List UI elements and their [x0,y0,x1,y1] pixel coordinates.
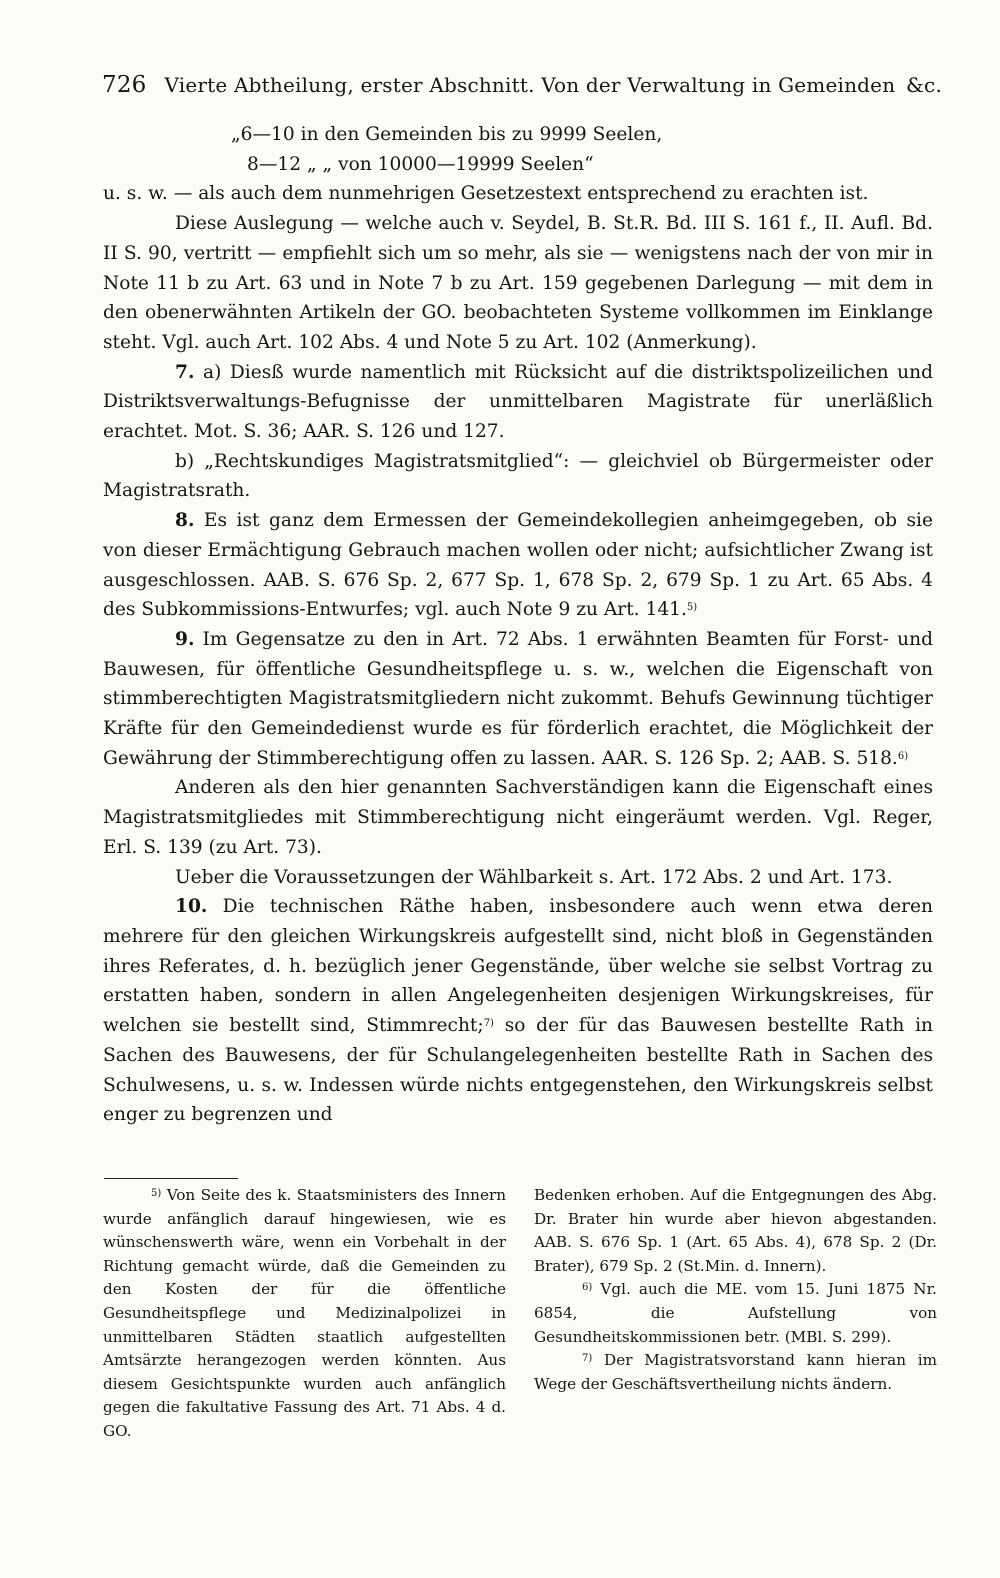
quote-line: 8—12 „ „ von 10000—19999 Seelen“ [247,153,594,175]
running-title: Vierte Abtheilung, erster Abschnitt. Von der Verwaltung in Gemeinden &c. [164,73,943,97]
note-9-paragraph [103,625,933,774]
paragraph: Anderen als den hier genannten Sachverständigen kann die Eigenschaft eines Magistratsmitgliedes mit Stimmberechtigung nicht eingeräumt werden. Vgl. Reger, Erl. S. 139 (zu Art. 73). [103,777,933,858]
paragraph-text: Im Gegensatze zu den in Art. 72 Abs. 1 erwähnten Beamten für Forst- und Bauwesen, für öffentliche Gesundheitspflege u. s. w., welchen die Eigenschaft von stimmberechtigten Magistratsmitgliedern nicht zukommt. Behufs Gewinnung tüchtiger Kräfte für den Gemeindedienst wurde es für förderlich erachtet, die Möglichkeit der Gewährung der Stimmberechtigung offen zu lassen. AAR. S. 126 Sp. 2; AAB. S. 518. [103,628,933,769]
footnote-mark: 5) [151,1188,162,1199]
footnote-7 [534,1349,937,1396]
main-text [103,120,933,1130]
note-7-paragraph [103,358,933,447]
page-number: 726 [102,72,147,98]
footnote-text: Vgl. auch die ME. vom 15. Juni 1875 Nr. 6854, die Aufstellung von Gesundheitskommissionen betr. (MBl. S. 299). [534,1280,938,1346]
note-number: 10. [175,896,208,918]
footnote-5 [103,1184,506,1444]
footnote-text: Von Seite des k. Staatsministers des Innern wurde anfänglich darauf hingewiesen, wie es wünschenswerth wäre, wenn ein Vorbehalt in der Richtung gemacht würde, daß die Gemeinden zu den Kosten der für die öffentliche Gesundheitspflege und Medizinalpolizei in unmittelbaren Städten staatlich aufgestellten Amtsärzte herangezogen werden könnten. Aus diesem Gesichtspunkte wurden auch anfänglich gegen die fakultative Fassung des Art. 71 Abs. 4 d. GO. [103,1186,506,1440]
paragraph: Ueber die Voraussetzungen der Wählbarkeit s. Art. 172 Abs. 2 und Art. 173. [175,866,893,888]
footnotes [103,1184,937,1444]
paragraph: b) „Rechtskundiges Magistratsmitglied“: — gleichviel ob Bürgermeister oder Magistratsrath. [103,450,933,502]
page-header [102,72,943,98]
footnote-text: Der Magistratsvorstand kann hieran im Wege der Geschäftsvertheilung nichts ändern. [534,1351,938,1393]
footnote-6 [534,1278,937,1349]
note-number: 7. [175,361,195,383]
footnote-mark: 7) [582,1353,593,1365]
footnote-column-right [534,1184,937,1444]
paragraph: Diese Auslegung — welche auch v. Seydel, B. St.R. Bd. III S. 161 f., II. Aufl. Bd. II S. 90, vertritt — empfiehlt sich um so mehr, als sie — wenigstens nach der von mir in Note 11 b zu Art. 63 und in Note 7 b zu Art. 159 gegebenen Darlegung — mit dem in den obenerwähnten Artikeln der GO. beobachteten Systeme vollkommen im Einklange steht. Vgl. auch Art. 102 Abs. 4 und Note 5 zu Art. 102 (Anmerkung). [103,213,933,353]
footnote-column-left [103,1184,506,1444]
paragraph: u. s. w. — als auch dem nunmehrigen Gesetzestext entsprechend zu erachten ist. [103,183,869,205]
paragraph-text: a) Diesß wurde namentlich mit Rücksicht auf die distriktspolizeilichen und Distriktsverwaltungs-Befugnisse der unmittelbaren Magistrate für unerläßlich erachtet. Mot. S. 36; AAR. S. 126 und 127. [103,361,933,443]
note-10-paragraph [103,892,933,1130]
paragraph-text: Die technischen Räthe haben, insbesondere auch wenn etwa deren mehrere für den gleichen Wirkungskreis aufgestellt sind, nicht bloß in Gegenständen ihres Referates, d. h. bezüglich jener Gegenstände, über welche sie selbst Vortrag zu erstatten haben, sondern in allen Angelegenheiten desjenigen Wirkungskreises, für welchen sie bestellt sind, Stimmrecht; [103,896,933,1037]
note-number: 9. [175,628,195,650]
footnote-mark: 6) [582,1282,593,1294]
paragraph-text: so der für das Bauwesen bestellte Rath in Sachen des Bauwesens, der für Schulangelegenheiten bestellte Rath in Sachen des Schulwesens, u. s. w. Indessen würde nichts entgegenstehen, den Wirkungskreis selbst enger zu begrenzen und [103,1015,933,1126]
footnote-5-continued: Bedenken erhoben. Auf die Entgegnungen des Abg. Dr. Brater hin wurde aber hievon abgestanden. AAB. S. 676 Sp. 1 (Art. 65 Abs. 4), 678 Sp. 2 (Dr. Brater), 679 Sp. 2 (St.Min. d. Innern). [534,1186,937,1275]
footnote-ref: 7) [483,1018,494,1030]
note-number: 8. [175,510,195,532]
footnote-ref: 5) [686,602,698,614]
footnote-ref: 6) [897,750,909,762]
paragraph-text: Es ist ganz dem Ermessen der Gemeindekollegien anheimgegeben, ob sie von dieser Ermächtigung Gebrauch machen wollen oder nicht; aufsichtlicher Zwang ist ausgeschlossen. AAB. S. 676 Sp. 2, 677 Sp. 1, 678 Sp. 2, 679 Sp. 1 zu Art. 65 Abs. 4 des Subkommissions-Entwurfes; vgl. auch Note 9 zu Art. 141. [103,510,933,621]
note-8-paragraph [103,506,933,625]
footnote-divider [104,1178,238,1179]
quote-line: „6—10 in den Gemeinden bis zu 9999 Seelen, [231,124,663,145]
